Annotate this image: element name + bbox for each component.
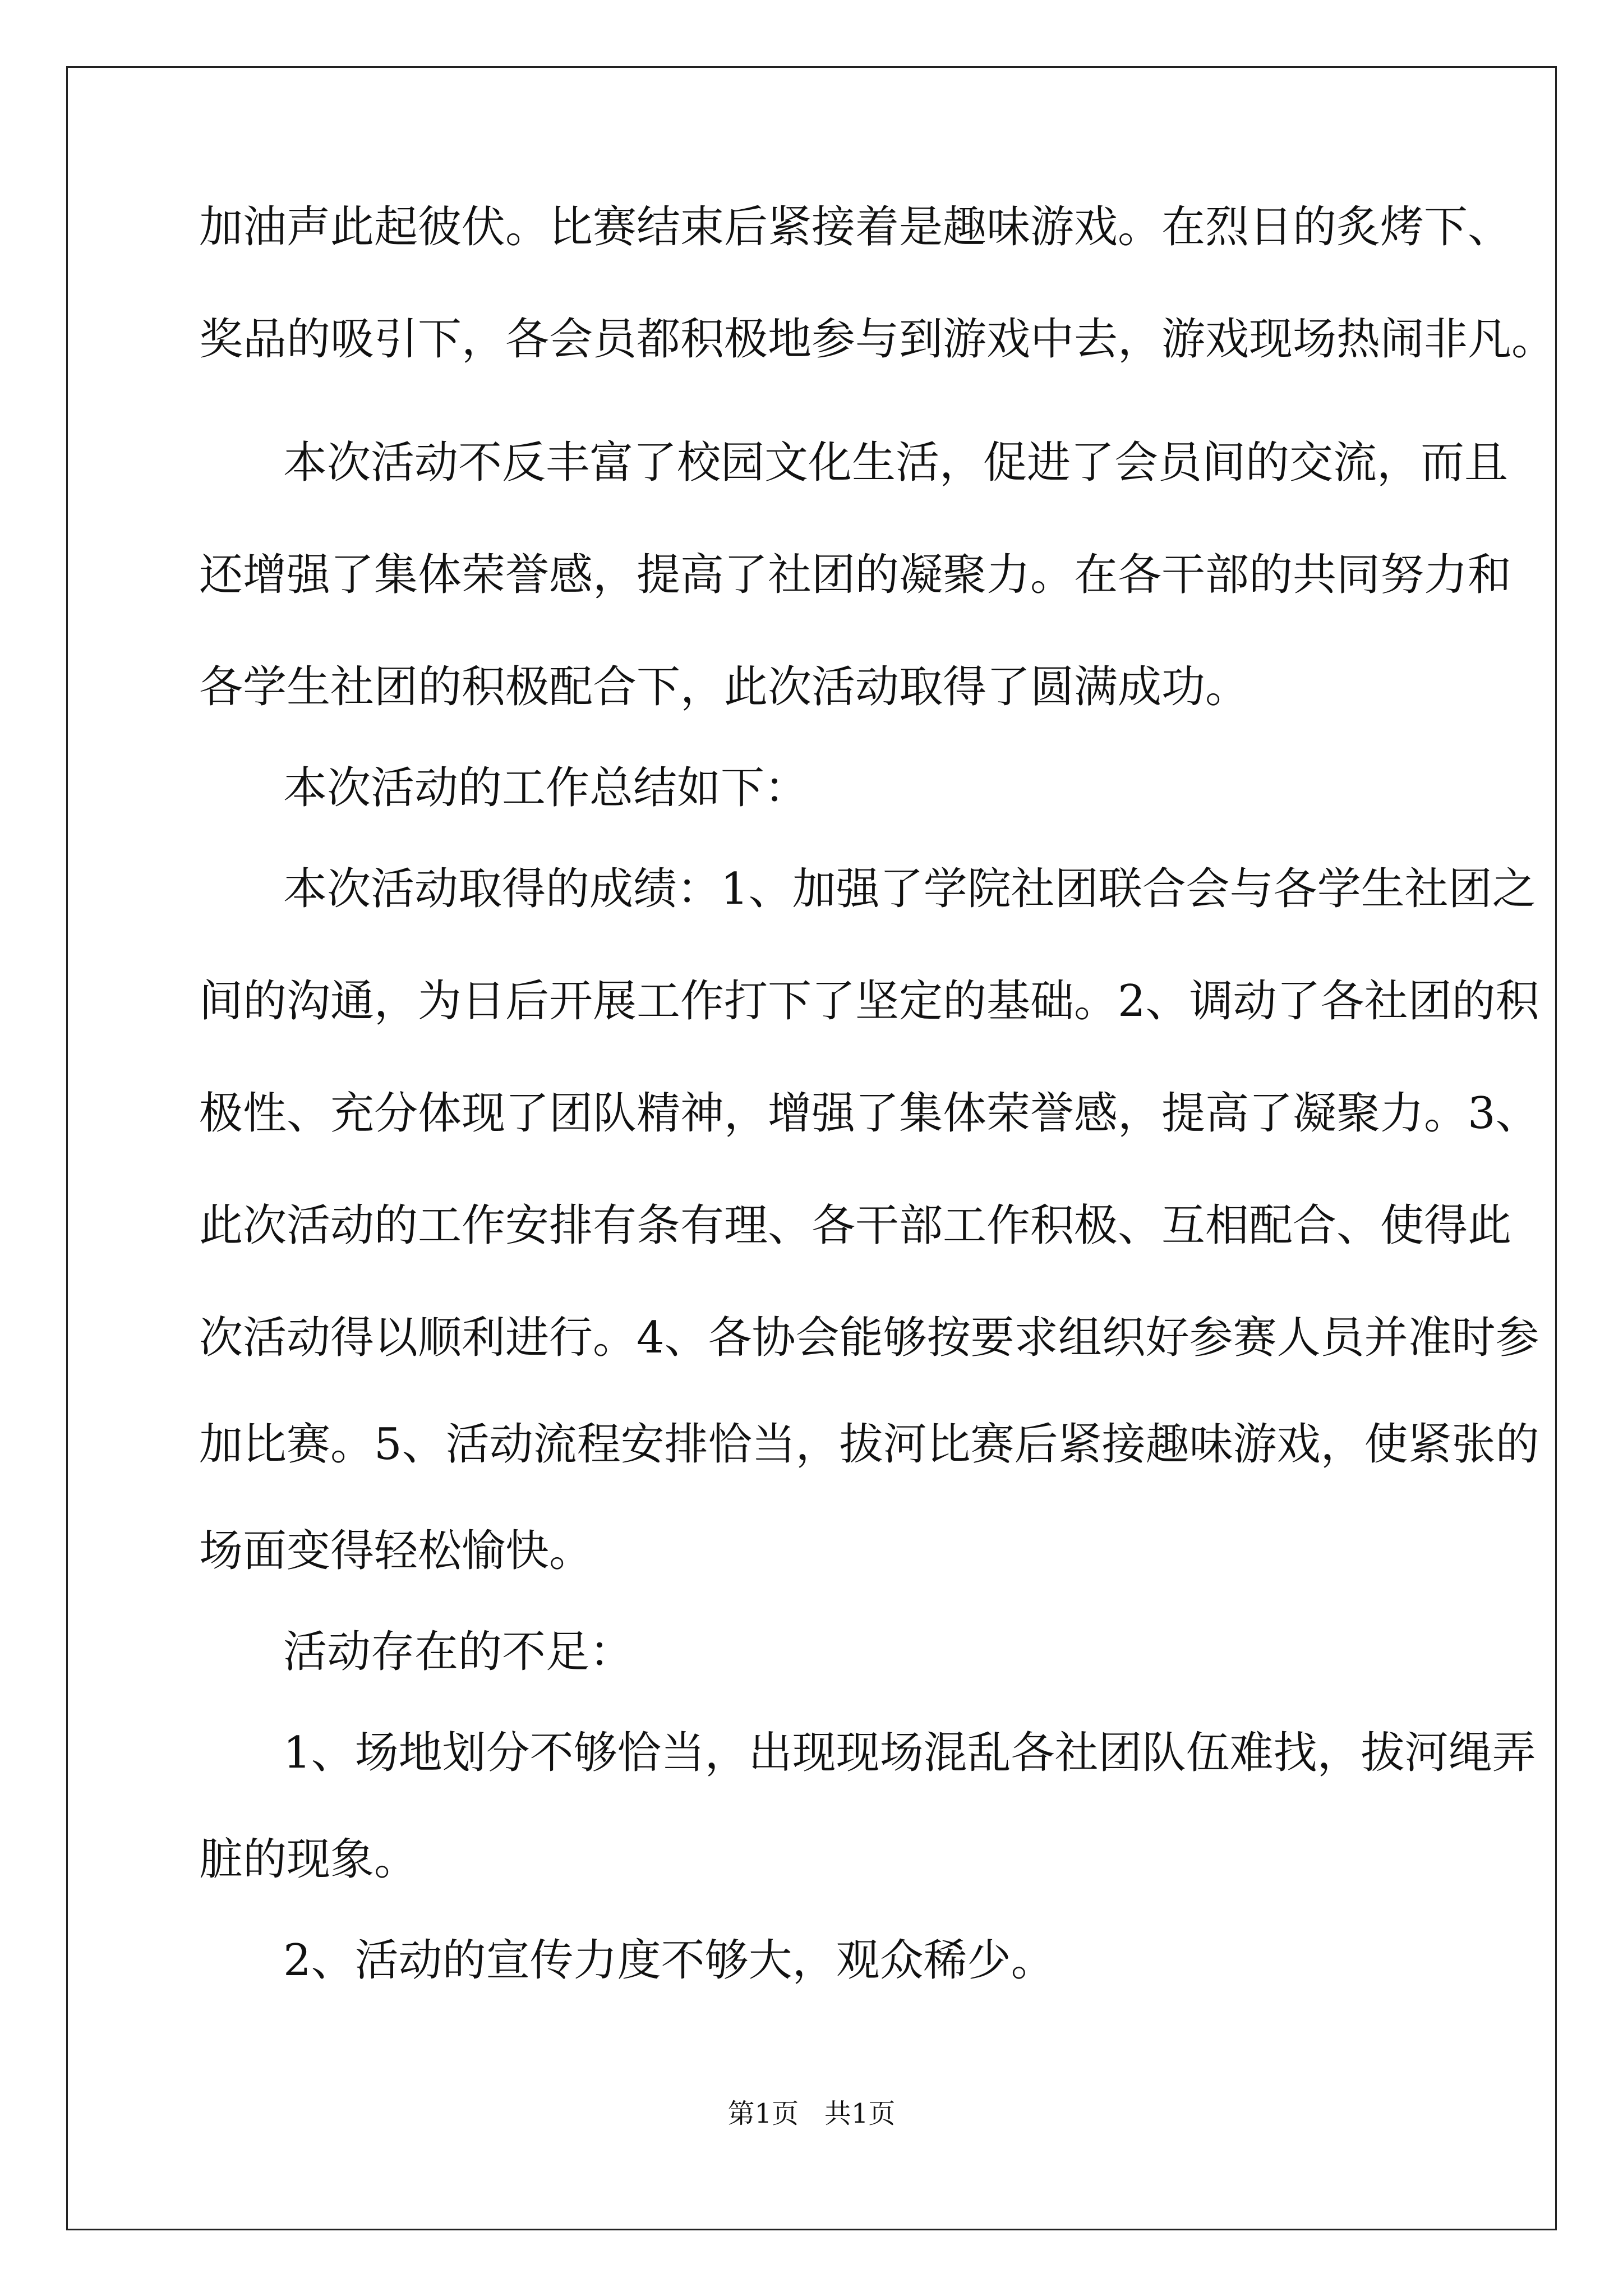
paragraph-start-line: 活动存在的不足： — [283, 1627, 634, 1677]
text-line: 各学生社团的积极配合下，此次活动取得了圆满成功。 — [199, 662, 1249, 712]
text-line: 加油声此起彼伏。比赛结束后紧接着是趣味游戏。在烈日的炙烤下、 — [199, 202, 1512, 252]
paragraph-start-line: 本次活动不反丰富了校园文化生活，促进了会员间的交流，而且 — [283, 438, 1509, 488]
text-line: 间的沟通，为日后开展工作打下了坚定的基础。2、调动了各社团的积 — [199, 976, 1539, 1027]
paragraph-start-line: 本次活动取得的成绩：1、加强了学院社团联合会与各学生社团之 — [283, 864, 1536, 914]
text-line: 场面变得轻松愉快。 — [199, 1526, 593, 1576]
text-line: 还增强了集体荣誉感，提高了社团的凝聚力。在各干部的共同努力和 — [199, 550, 1512, 600]
text-line: 脏的现象。 — [199, 1834, 418, 1885]
text-line: 此次活动的工作安排有条有理、各干部工作积极、互相配合、使得此 — [199, 1200, 1512, 1251]
text-line: 次活动得以顺利进行。4、各协会能够按要求组织好参赛人员并准时参 — [199, 1313, 1539, 1363]
page-border — [66, 66, 1557, 2230]
text-line: 奖品的吸引下，各会员都积极地参与到游戏中去，游戏现场热闹非凡。 — [199, 314, 1556, 365]
text-line: 加比赛。5、活动流程安排恰当，拔河比赛后紧接趣味游戏，使紧张的 — [199, 1419, 1539, 1470]
paragraph-start-line: 2、活动的宣传力度不够大，观众稀少。 — [283, 1935, 1055, 1986]
paragraph-start-line: 1、场地划分不够恰当，出现现场混乱各社团队伍难找，拔河绳弄 — [283, 1728, 1536, 1778]
page-footer: 第1页 共1页 — [727, 2098, 896, 2129]
paragraph-start-line: 本次活动的工作总结如下： — [283, 763, 809, 813]
text-line: 极性、充分体现了团队精神，增强了集体荣誉感，提高了凝聚力。3、 — [199, 1088, 1539, 1139]
